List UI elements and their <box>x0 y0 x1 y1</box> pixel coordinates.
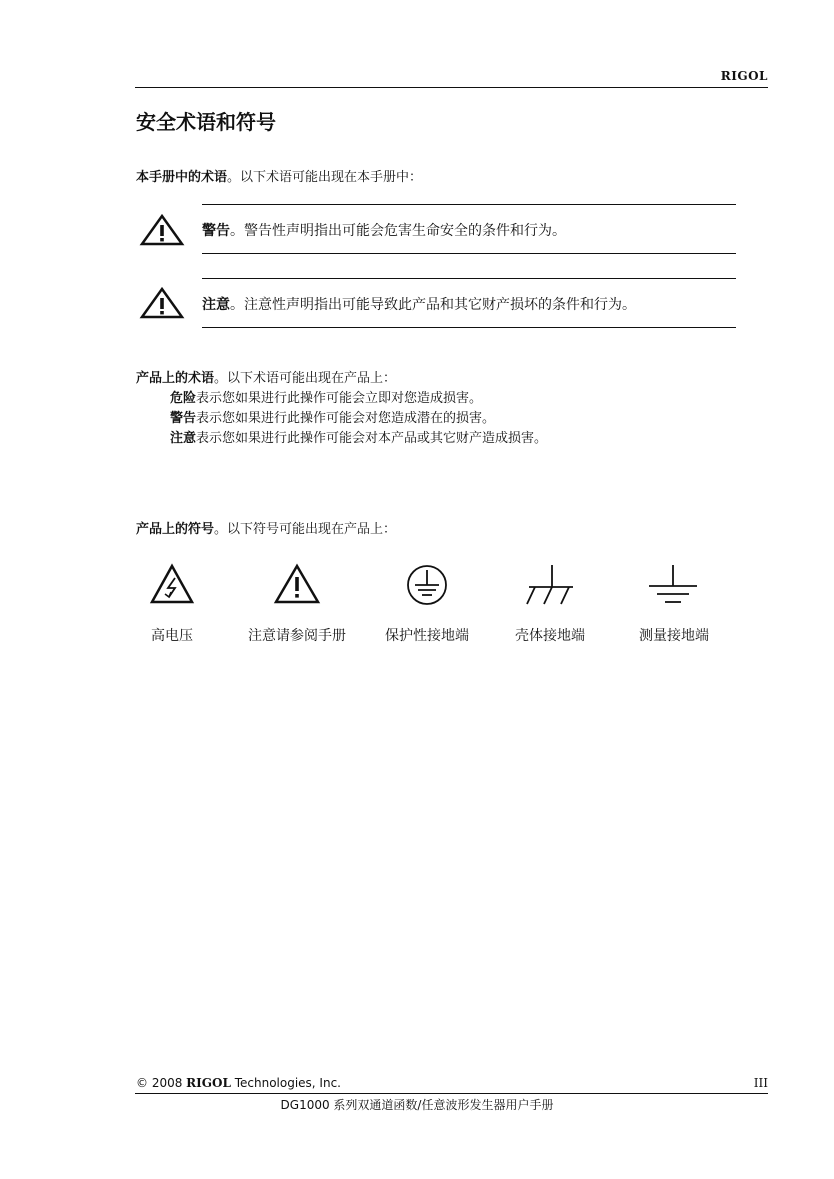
product-term-label: 注意 <box>170 431 197 446</box>
copyright-prefix: © 2008 <box>136 1076 187 1090</box>
header-brand: RIGOL <box>720 69 768 83</box>
caution-notice <box>202 294 636 314</box>
warning-text: 。警告性声明指出可能会危害生命安全的条件和行为。 <box>230 223 566 239</box>
caution-text: 。注意性声明指出可能导致此产品和其它财产损坏的条件和行为。 <box>230 297 636 313</box>
symbol-label-high-voltage: 高电压 <box>151 628 193 644</box>
product-terms-intro <box>136 369 396 389</box>
warning-rule-bottom <box>202 253 736 254</box>
symbol-label-caution: 注意请参阅手册 <box>248 628 346 644</box>
copyright-brand: RIGOL <box>186 1076 231 1090</box>
copyright-suffix: Technologies, Inc. <box>230 1076 341 1090</box>
measurement-ground-icon <box>645 562 701 608</box>
page-title: 安全术语和符号 <box>136 110 276 134</box>
product-symbols-lead: 产品上的符号 <box>136 522 215 537</box>
high-voltage-icon <box>148 563 196 607</box>
product-symbols-text: 。以下符号可能出现在产品上： <box>214 522 397 537</box>
product-term-warning <box>170 409 495 429</box>
page-number: III <box>753 1076 768 1090</box>
caution-triangle-icon <box>272 563 322 607</box>
manual-terms-intro <box>136 168 422 188</box>
chassis-ground-icon <box>521 562 579 610</box>
product-term-danger <box>170 389 482 409</box>
product-term-desc: 表示您如果进行此操作可能会对您造成潜在的损害。 <box>196 411 496 426</box>
warning-label: 警告 <box>202 223 230 239</box>
manual-terms-text: 。以下术语可能出现在本手册中： <box>227 170 423 185</box>
caution-rule-top <box>202 278 736 279</box>
footer-manual-title: DG1000 系列双通道函数/任意波形发生器用户手册 <box>280 1098 554 1112</box>
manual-terms-lead: 本手册中的术语 <box>136 170 228 185</box>
warning-triangle-icon <box>139 213 185 247</box>
warning-rule-top <box>202 204 736 205</box>
header-rule <box>135 87 768 88</box>
protective-earth-icon <box>403 562 451 608</box>
caution-triangle-icon <box>139 286 185 320</box>
symbol-label-measurement-ground: 测量接地端 <box>639 628 709 644</box>
product-term-desc: 表示您如果进行此操作可能会立即对您造成损害。 <box>196 391 483 406</box>
product-symbols-intro <box>136 520 396 540</box>
symbol-label-protective-earth: 保护性接地端 <box>385 628 469 644</box>
warning-notice <box>202 220 566 240</box>
product-terms-text: 。以下术语可能出现在产品上： <box>214 371 397 386</box>
footer-copyright <box>136 1076 341 1090</box>
product-term-caution <box>170 429 547 449</box>
product-terms-lead: 产品上的术语 <box>136 371 215 386</box>
footer-rule <box>135 1093 768 1094</box>
symbol-label-chassis-ground: 壳体接地端 <box>515 628 585 644</box>
caution-rule-bottom <box>202 327 736 328</box>
product-term-label: 警告 <box>170 411 197 426</box>
caution-label: 注意 <box>202 297 230 313</box>
product-term-desc: 表示您如果进行此操作可能会对本产品或其它财产造成损害。 <box>196 431 548 446</box>
product-term-label: 危险 <box>170 391 197 406</box>
